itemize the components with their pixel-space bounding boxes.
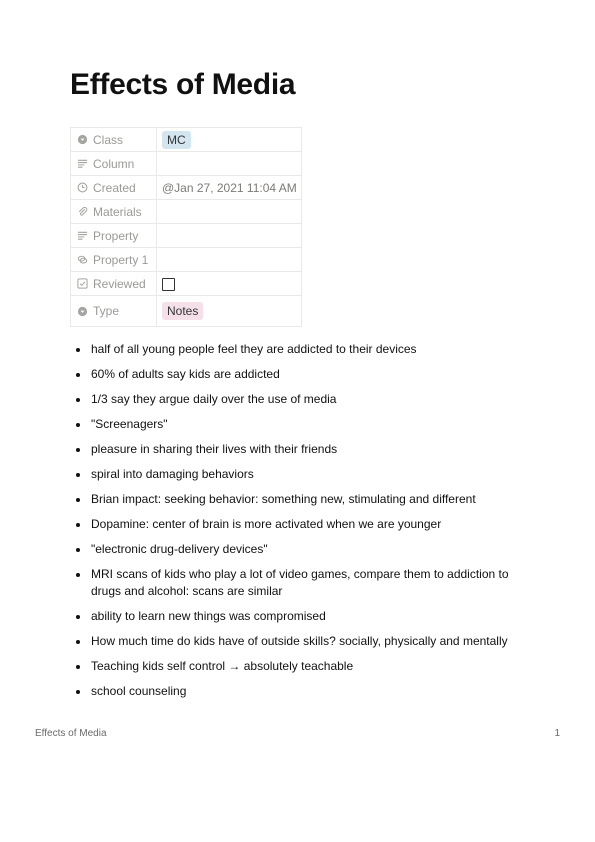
property-row-column [71,152,302,176]
list-item [76,366,536,383]
bullet-text: ability to learn new things was compromised [91,609,326,623]
list-item [76,416,536,433]
bullet-text: MRI scans of kids who play a lot of video games, compare them to addiction to drugs and alcohol: scans are similar [91,567,509,598]
footer-title: Effects of Media [35,728,107,739]
paperclip-icon [77,206,88,217]
property-value[interactable] [157,248,302,272]
select-icon [77,306,88,317]
property-label: Class [93,132,124,147]
bullet-text: 60% of adults say kids are addicted [91,367,280,381]
bullet-icon [76,448,80,452]
bullet-icon [76,398,80,402]
bullet-icon [76,423,80,427]
bullet-icon [76,690,80,694]
bullet-icon [76,348,80,352]
list-item [76,541,536,558]
bullet-text: How much time do kids have of outside skills? socially, physically and mentally [91,634,508,648]
bullet-text: half of all young people feel they are addicted to their devices [91,342,417,356]
bullet-text: Brian impact: seeking behavior: something new, stimulating and different [91,492,476,506]
list-item [76,633,536,650]
list-item [76,491,536,508]
list-item [76,658,536,675]
list-item [76,466,536,483]
list-item [76,683,536,700]
bullet-text: Teaching kids self control → absolutely teachable [91,659,354,673]
property-row-class [71,128,302,152]
properties-table [70,127,302,327]
bullet-list [76,341,536,708]
property-row-materials [71,200,302,224]
text-icon [77,158,88,169]
link-icon [77,254,88,265]
property-row-reviewed [71,272,302,296]
bullet-icon [76,665,80,669]
page-title: Effects of Media [70,68,296,101]
property-value[interactable] [157,152,302,176]
type-tag[interactable]: Notes [162,302,203,320]
property-row-property [71,224,302,248]
bullet-text: Dopamine: center of brain is more activated when we are younger [91,517,442,531]
bullet-icon [76,373,80,377]
property-label: Column [93,156,135,171]
class-tag[interactable]: MC [162,131,191,149]
bullet-text: 1/3 say they argue daily over the use of media [91,392,337,406]
list-item [76,341,536,358]
clock-icon [77,182,88,193]
bullet-text: pleasure in sharing their lives with their friends [91,442,338,456]
property-value[interactable] [157,224,302,248]
page-number: 1 [554,728,560,739]
property-row-property-1 [71,248,302,272]
reviewed-checkbox[interactable] [162,278,175,291]
select-icon [77,134,88,145]
property-label: Property 1 [93,252,149,267]
bullet-icon [76,573,80,577]
bullet-text: spiral into damaging behaviors [91,467,254,481]
bullet-text: "Screenagers" [91,417,168,431]
list-item [76,566,536,600]
property-value[interactable] [157,200,302,224]
property-label: Property [93,228,139,243]
list-item [76,441,536,458]
property-label: Reviewed [93,276,146,291]
property-label: Type [93,304,120,318]
bullet-text: school counseling [91,684,187,698]
bullet-icon [76,640,80,644]
list-item [76,608,536,625]
bullet-icon [76,523,80,527]
property-label: Created [93,180,136,195]
created-value: @Jan 27, 2021 11:04 AM [157,176,302,200]
bullet-icon [76,473,80,477]
property-label: Materials [93,204,142,219]
text-icon [77,230,88,241]
checkbox-icon [77,278,88,289]
list-item [76,516,536,533]
property-row-type [71,296,302,327]
bullet-icon [76,615,80,619]
bullet-icon [76,498,80,502]
bullet-icon [76,548,80,552]
bullet-text: "electronic drug-delivery devices" [91,542,268,556]
property-row-created [71,176,302,200]
list-item [76,391,536,408]
